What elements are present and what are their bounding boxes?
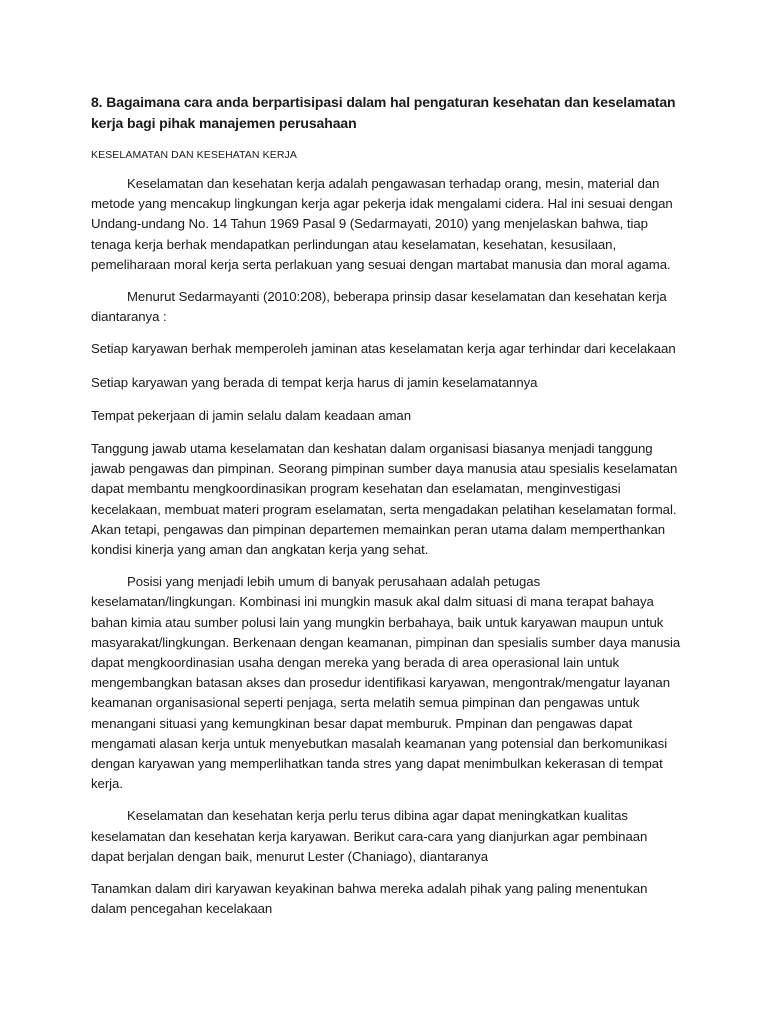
paragraph-responsibility: Tanggung jawab utama keselamatan dan keshatan dalam organisasi biasanya menjadi tanggung jawab pengawas dan pimpinan. Seorang pimpinan sumber daya manusia atau spesialis keselamatan dapat membantu mengkoordinasikan program kesehatan dan eselamatan, menginvestigasi kecelakaan, membuat materi program eselamatan, serta mengadakan pelatihan keselamatan formal. Akan tetapi, pengawas dan pimpinan departemen memainkan peran utama dalam memperthankan kondisi kinerja yang aman dan angkatan kerja yang sehat. (91, 441, 678, 558)
principle-item-3: Tempat pekerjaan di jamin selalu dalam keadaan aman (91, 407, 412, 423)
guidance-item-1: Tanamkan dalam diri karyawan keyakinan bahwa mereka adalah pihak yang paling menentukan dalam pencegahan kecelakaan (91, 881, 648, 917)
paragraph-definition: Keselamatan dan kesehatan kerja adalah pengawasan terhadap orang, mesin, material dan metode yang mencakup lingkungan kerja agar pekerja idak mengalami cidera. Hal ini sesuai dengan Undang-undang No. 14 Tahun 1969 Pasal 9 (Sedarmayati, 2010) yang menjelaskan bahwa, tiap tenaga kerja berhak mendapatkan perlindungan atau keselamatan, kesehatan, kesusilaan, pemeliharaan moral kerja serta perlakuan yang sesuai dengan martabat manusia dan moral agama. (91, 176, 673, 272)
principle-item-2: Setiap karyawan yang berada di tempat kerja harus di jamin keselamatannya (91, 374, 538, 390)
question-heading: 8. Bagaimana cara anda berpartisipasi dalam hal pengaturan kesehatan dan keselamatan kerja bagi pihak manajemen perusahaan (91, 94, 676, 131)
document-page (91, 92, 681, 932)
paragraph-position: Posisi yang menjadi lebih umum di banyak perusahaan adalah petugas keselamatan/lingkungan. Kombinasi ini mungkin masuk akal dalm situasi di mana terapat bahaya bahan kimia atau sumber polusi lain yang mungkin berbahaya, baik untuk karyawan maupun untuk masyarakat/lingkungan. Berkenaan dengan keamanan, pimpinan dan spesialis sumber daya manusia dapat mengkoordinasian usaha dengan mereka yang berada di area operasional lain untuk mengembangkan batasan akses dan prosedur identifikasi karyawan, mengontrak/mengatur layanan keamanan organisasional seperti penjaga, serta melatih semua pimpinan dan pengawas untuk menangani situasi yang kemungkinan besar dapat memburuk. Pmpinan dan pengawas dapat mengamati alasan kerja untuk menyebutkan masalah keamanan yang potensial dan berkomunikasi dengan karyawan yang memperlihatkan tanda stres yang dapat menimbulkan kekerasan di tempat kerja. (91, 574, 681, 792)
principle-item-1: Setiap karyawan berhak memperoleh jaminan atas keselamatan kerja agar terhindar dari kecelakaan (91, 341, 676, 357)
paragraph-guidance: Keselamatan dan kesehatan kerja perlu terus dibina agar dapat meningkatkan kualitas keselamatan dan kesehatan kerja karyawan. Berikut cara-cara yang dianjurkan agar pembinaan dapat berjalan dengan baik, menurut Lester (Chaniago), diantaranya (91, 808, 648, 864)
paragraph-principles-intro: Menurut Sedarmayanti (2010:208), beberapa prinsip dasar keselamatan dan kesehatan kerja diantaranya : (91, 289, 667, 325)
section-label: KESELAMATAN DAN KESEHATAN KERJA (91, 149, 297, 161)
